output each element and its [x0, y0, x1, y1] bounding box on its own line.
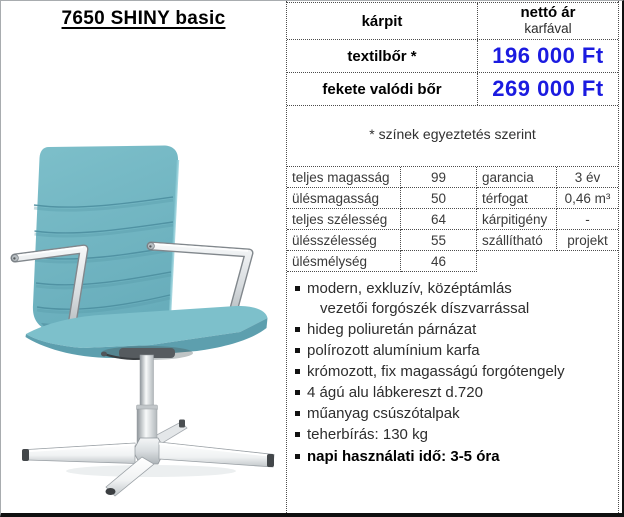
chair-column [137, 355, 158, 443]
bullet-icon [295, 348, 300, 353]
spec-label: térfogat [477, 188, 557, 209]
empty-cell [477, 251, 557, 272]
spec-value: - [557, 209, 618, 230]
net-price-header-line2: karfával [524, 21, 572, 36]
net-price-header-line1: nettó ár [520, 4, 576, 21]
list-item [294, 279, 614, 319]
bullet-icon [295, 454, 300, 459]
spec-label: kárpitigény [477, 209, 557, 230]
feature-text: krómozott, fix magasságú forgótengely [307, 363, 565, 380]
empty-cell [557, 251, 618, 272]
color-note: * színek egyeztetés szerint [369, 125, 536, 142]
spec-panel [286, 1, 619, 513]
list-item [294, 383, 614, 403]
feature-text: modern, exkluzív, középtámlás [307, 280, 512, 297]
table-row [287, 209, 618, 230]
list-item [294, 320, 614, 340]
bullet-icon [295, 369, 300, 374]
list-item [294, 341, 614, 361]
bullet-icon [295, 411, 300, 416]
price-row-textile-leather [287, 40, 618, 73]
spec-label: ülésmagasság [287, 188, 401, 209]
material-column-header: kárpit [361, 12, 403, 30]
chair-base [22, 438, 274, 496]
list-item [294, 362, 614, 382]
dimensions-table [287, 166, 618, 272]
spec-label: garancia [477, 167, 557, 188]
product-image [1, 127, 286, 513]
table-row [287, 230, 618, 251]
material-label: fekete valódi bőr [322, 80, 442, 98]
spec-label: szállítható [477, 230, 557, 251]
table-row [287, 188, 618, 209]
bullet-icon [295, 390, 300, 395]
spec-value: 3 év [557, 167, 618, 188]
feature-text: műanyag csúszótalpak [307, 405, 460, 422]
list-item-daily-usage [294, 447, 614, 467]
bullet-icon [295, 432, 300, 437]
price-table-header-row [287, 3, 618, 40]
spec-value: 0,46 m³ [557, 188, 618, 209]
feature-text: hideg poliuretán párnázat [307, 321, 477, 338]
spec-label: ülésmélység [287, 251, 401, 272]
spec-label: ülésszélesség [287, 230, 401, 251]
list-item [294, 404, 614, 424]
list-item [294, 425, 614, 445]
spec-value: 99 [401, 167, 477, 188]
feature-text: teherbírás: 130 kg [307, 426, 428, 443]
spec-value: 64 [401, 209, 477, 230]
table-row [287, 251, 618, 272]
product-image-cell [1, 1, 286, 513]
spec-label: teljes magasság [287, 167, 401, 188]
price-table [287, 2, 618, 106]
feature-text: 4 ágú alu lábkereszt d.720 [307, 384, 483, 401]
chair-illustration [1, 127, 286, 513]
page-title: 7650 SHINY basic [61, 8, 226, 29]
price-value: 196 000 Ft [477, 40, 618, 72]
feature-text-line2: vezetői forgószék díszvarrással [320, 300, 530, 317]
spec-value: projekt [557, 230, 618, 251]
bullet-icon [295, 286, 300, 291]
feature-list [287, 272, 618, 513]
bullet-icon [295, 327, 300, 332]
spec-value: 50 [401, 188, 477, 209]
price-value: 269 000 Ft [477, 73, 618, 105]
feature-text: napi használati idő: 3-5 óra [307, 448, 500, 465]
net-price-column-header [477, 3, 618, 39]
table-row [287, 167, 618, 188]
spec-value: 46 [401, 251, 477, 272]
feature-text: polírozott alumínium karfa [307, 342, 480, 359]
material-label: textilbőr * [347, 47, 417, 65]
spec-value: 55 [401, 230, 477, 251]
spec-label: teljes szélesség [287, 209, 401, 230]
